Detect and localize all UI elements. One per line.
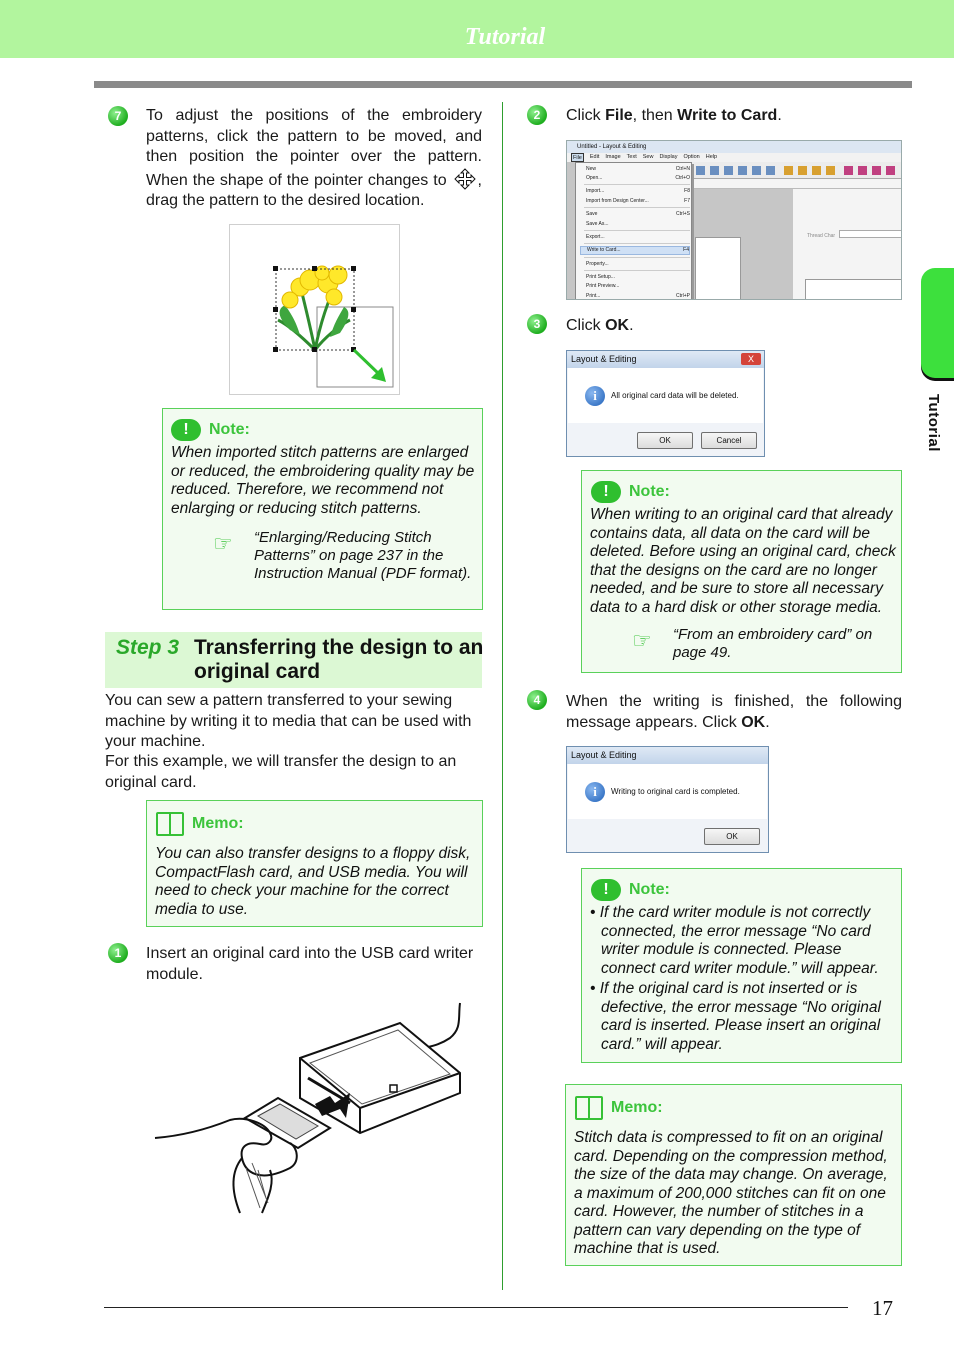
menu-separator xyxy=(584,270,690,271)
ok-button[interactable]: OK xyxy=(704,828,760,845)
step-4-pre: When the writing is finished, the following message appears. Click xyxy=(566,693,902,731)
window-title: Untitled - Layout & Editing xyxy=(577,144,647,150)
menu-item-open[interactable] xyxy=(586,175,690,181)
step-2-file: File xyxy=(605,107,633,124)
menu-file[interactable]: File xyxy=(573,155,582,161)
menu-item-export[interactable] xyxy=(586,234,690,240)
menu-item-print[interactable] xyxy=(586,293,690,299)
note-3-label: Note: xyxy=(629,881,670,898)
info-icon: i xyxy=(585,386,605,406)
step-number-4: 4 xyxy=(527,690,547,710)
menu-separator xyxy=(584,257,690,258)
app-screenshot xyxy=(566,140,902,300)
column-divider xyxy=(502,102,503,1290)
info-icon: i xyxy=(585,782,605,802)
thread-chart-field xyxy=(839,230,902,238)
menu-separator xyxy=(584,230,690,231)
menu-item-write-to-card[interactable] xyxy=(580,246,690,255)
menu-item-shortcut: F4 xyxy=(683,247,689,253)
menu-item-label: Write to Card... xyxy=(587,247,621,253)
exclamation-icon: ! xyxy=(591,879,621,901)
step-3-ok: OK xyxy=(605,317,630,334)
footer-rule xyxy=(104,1307,848,1308)
note-2-text: When writing to an original card that already contains data, all data on the card will be deleted. Before using an original card, check that the designs on the card are no longer needed, and be sure to store all necessary data to a hard disk or other storage media. xyxy=(590,506,896,616)
menu-item-label: Import... xyxy=(586,188,605,194)
menu-item-shortcut: F8 xyxy=(684,188,690,194)
step-3-post: . xyxy=(629,317,634,334)
menu-text[interactable]: Text xyxy=(626,154,637,160)
exclamation-icon: ! xyxy=(171,419,201,441)
completed-dialog-title: Layout & Editing xyxy=(567,747,768,764)
note-box-3 xyxy=(581,868,902,1063)
ok-button[interactable]: OK xyxy=(637,432,693,449)
book-icon xyxy=(575,1096,603,1120)
pointing-hand-icon: ☞ xyxy=(213,531,233,556)
menu-item-label: Print Preview... xyxy=(586,283,620,289)
menu-display[interactable]: Display xyxy=(659,154,678,160)
menubar xyxy=(567,153,902,162)
step-4-text xyxy=(566,692,902,733)
memo-box-1 xyxy=(146,800,483,927)
exclamation-icon: ! xyxy=(591,481,621,503)
step-2-mid: , then xyxy=(632,107,678,124)
menu-image[interactable]: Image xyxy=(605,154,621,160)
step-7-text-part1: To adjust the positions of the embroidery patterns, click the pattern to be moved, and then position the pointer over the pattern. When the shape of the pointer changes to xyxy=(146,107,482,189)
intro-paragraph-1: You can sew a pattern transferred to your sewing machine by writing it to media that can be used with your machine. xyxy=(105,692,472,750)
menu-item-new[interactable] xyxy=(586,166,690,172)
menu-item-shortcut: Ctrl+N xyxy=(675,166,690,172)
menu-item-print-setup[interactable] xyxy=(586,274,690,280)
confirm-dialog-title: Layout & Editing xyxy=(567,351,764,368)
menu-separator xyxy=(584,184,690,185)
memo-1-label: Memo: xyxy=(192,815,244,832)
file-menu-dropdown xyxy=(575,162,692,300)
step-7-text xyxy=(146,106,482,212)
book-icon xyxy=(156,812,184,836)
menu-item-property[interactable] xyxy=(586,261,690,267)
menu-separator xyxy=(584,243,690,244)
note-2-label: Note: xyxy=(629,483,670,500)
toolbar xyxy=(692,162,902,179)
menu-item-label: Import from Design Center... xyxy=(586,198,649,204)
design-page xyxy=(695,237,741,300)
menu-item-print-preview[interactable] xyxy=(586,283,690,289)
note-2-reference: “From an embroidery card” on page 49. xyxy=(673,626,873,661)
menu-item-label: Print... xyxy=(586,293,601,299)
confirm-dialog xyxy=(566,350,765,457)
section-rule xyxy=(94,81,912,88)
memo-1-header xyxy=(156,812,244,836)
memo-box-2 xyxy=(565,1084,902,1266)
menu-separator xyxy=(584,207,690,208)
memo-2-text: Stitch data is compressed to fit on an original card. Depending on the compression method, the size of the data may change. On average, a maximum of 200,000 stitches can fit on one card. However, the number of stitches in a pattern can vary depending on the type of machine that is used. xyxy=(574,1129,888,1257)
step-number-2: 2 xyxy=(527,105,547,125)
note-3-bullet-1: • If the card writer module is not correctly connected, the error message “No card writer module is connected. Please connect card writer module.” will appear. xyxy=(590,904,879,977)
confirm-dialog-message: All original card data will be deleted. xyxy=(611,391,739,400)
intro-paragraph-2: For this example, we will transfer the design to an original card. xyxy=(105,753,457,791)
step-1-text: Insert an original card into the USB card writer module. xyxy=(146,945,474,983)
menu-item-label: Save As... xyxy=(586,221,609,227)
menu-item-shortcut: Ctrl+O xyxy=(675,175,690,181)
completed-dialog xyxy=(566,746,769,853)
menu-item-import[interactable] xyxy=(586,188,690,194)
completed-dialog-message: Writing to original card is completed. xyxy=(611,787,740,796)
menu-item-import-design-center[interactable] xyxy=(586,198,690,204)
menu-item-shortcut: F7 xyxy=(684,198,690,204)
step-3-text xyxy=(566,316,902,337)
card-writer-illustration xyxy=(150,998,470,1218)
step-2-write-to-card: Write to Card xyxy=(677,107,778,124)
step-3-pre: Click xyxy=(566,317,606,334)
window-titlebar xyxy=(567,141,902,153)
memo-1-text: You can also transfer designs to a floppy disk, CompactFlash card, and USB media. You will need to check your machine for the correct media to use. xyxy=(155,845,471,918)
pointing-hand-icon: ☞ xyxy=(632,628,652,653)
menu-item-label: Property... xyxy=(586,261,609,267)
step-heading-title: Transferring the design to an original card xyxy=(194,636,484,683)
note-box-2 xyxy=(581,470,902,673)
thread-chart-label: Thread Char xyxy=(807,233,836,239)
page-number: 17 xyxy=(872,1296,893,1320)
note-box-1 xyxy=(162,408,483,610)
menu-item-label: Open... xyxy=(586,175,603,181)
note-2-header xyxy=(591,481,670,503)
flower-move-illustration xyxy=(229,224,400,395)
menu-item-label: Print Setup... xyxy=(586,274,615,280)
memo-2-header xyxy=(575,1096,663,1120)
step-number-7: 7 xyxy=(108,106,128,126)
menu-item-label: Export... xyxy=(586,234,605,240)
cancel-button[interactable]: Cancel xyxy=(701,432,757,449)
close-icon[interactable]: X xyxy=(741,353,761,365)
note-1-text: When imported stitch patterns are enlarged or reduced, the embroidering quality may be reduced. Therefore, we recommend not enlarging or reducing stitch patterns. xyxy=(171,444,475,517)
step-2-pre: Click xyxy=(566,107,606,124)
menu-edit[interactable]: Edit xyxy=(589,154,600,160)
header-title: Tutorial xyxy=(464,24,546,50)
note-1-reference: “Enlarging/Reducing Stitch Patterns” on page 237 in the Instruction Manual (PDF format). xyxy=(254,529,472,582)
menu-item-label: Save xyxy=(586,211,598,217)
step-4-ok: OK xyxy=(741,713,766,731)
preview-box xyxy=(805,279,902,300)
step-number-3: 3 xyxy=(527,314,547,334)
step-heading-label: Step 3 xyxy=(116,636,180,659)
menu-item-shortcut: Ctrl+S xyxy=(675,211,690,217)
step-7-text-part2: , drag the pattern to the desired location. xyxy=(146,171,482,209)
note-1-label: Note: xyxy=(209,421,250,438)
note-3-bullet-2: • If the original card is not inserted or is defective, the error message “No original card is inserted. Please insert an original card.” will appear. xyxy=(590,980,881,1053)
note-1-header xyxy=(171,419,250,441)
menu-item-save-as[interactable] xyxy=(586,221,690,227)
menu-item-shortcut: Ctrl+P xyxy=(675,293,690,299)
menu-item-label: New xyxy=(586,166,597,172)
side-tab-label: Tutorial xyxy=(925,394,942,452)
note-3-header xyxy=(591,879,670,901)
side-tab xyxy=(921,268,954,378)
menu-option[interactable]: Option xyxy=(683,154,700,160)
property-bar xyxy=(692,179,902,189)
menu-sew[interactable]: Sew xyxy=(642,154,654,160)
move-cursor-icon xyxy=(452,168,478,190)
step-number-1: 1 xyxy=(108,943,128,963)
menu-help[interactable]: Help xyxy=(705,154,718,160)
step-4-post: . xyxy=(765,713,770,731)
menu-item-save[interactable] xyxy=(586,211,690,217)
step-2-post: . xyxy=(777,107,782,124)
memo-2-label: Memo: xyxy=(611,1099,663,1116)
step-2-text xyxy=(566,106,902,127)
